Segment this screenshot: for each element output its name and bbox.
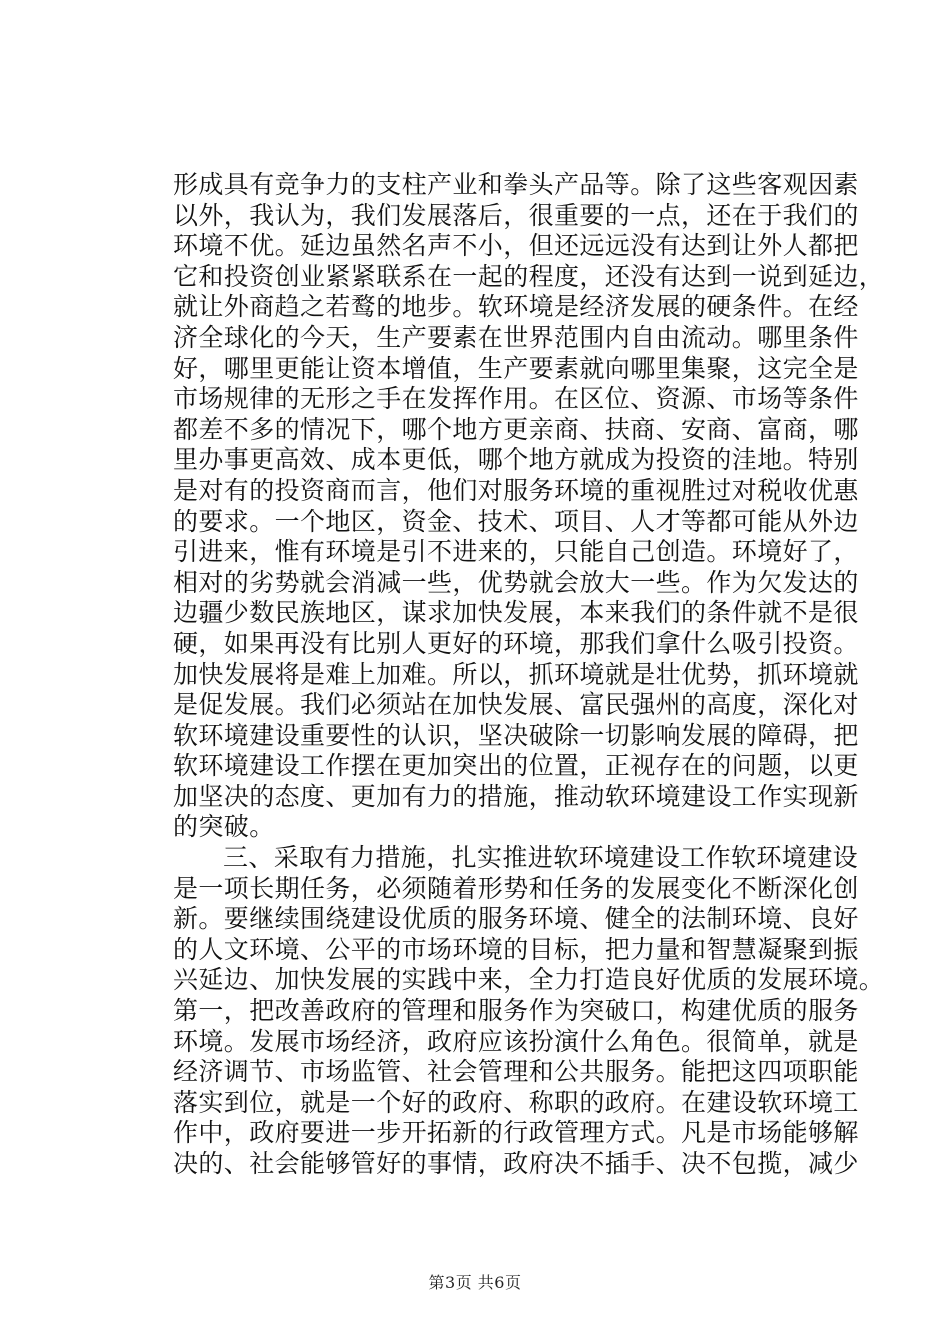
text-line: 引进来，惟有环境是引不进来的，只能自己创造。环境好了， — [173, 537, 859, 567]
text-line: 相对的劣势就会消减一些，优势就会放大一些。作为欠发达的 — [173, 567, 859, 597]
text-line: 落实到位，就是一个好的政府、称职的政府。在建设软环境工 — [173, 1087, 859, 1117]
text-line: 好，哪里更能让资本增值，生产要素就向哪里集聚，这完全是 — [173, 353, 859, 383]
text-line: 它和投资创业紧紧联系在一起的程度，还没有达到一说到延边， — [173, 261, 885, 291]
text-line: 是一项长期任务，必须随着形势和任务的发展变化不断深化创 — [173, 873, 859, 903]
text-line: 形成具有竞争力的支柱产业和拳头产品等。除了这些客观因素 — [173, 170, 859, 199]
text-line: 软环境建设工作摆在更加突出的位置，正视存在的问题，以更 — [173, 751, 859, 781]
body-text — [173, 170, 885, 1180]
text-line: 的人文环境、公平的市场环境的目标，把力量和智慧凝聚到振 — [173, 934, 859, 964]
text-line: 环境。发展市场经济，政府应该扮演什么角色。很简单，就是 — [173, 1026, 859, 1056]
text-line: 的要求。一个地区，资金、技术、项目、人才等都可能从外边 — [173, 506, 859, 536]
text-line: 边疆少数民族地区，谋求加快发展，本来我们的条件就不是很 — [173, 598, 859, 628]
text-line: 是促发展。我们必须站在加快发展、富民强州的高度，深化对 — [173, 690, 859, 720]
text-line: 作中，政府要进一步开拓新的行政管理方式。凡是市场能够解 — [173, 1118, 859, 1148]
page-number-footer: 第3页 共6页 — [428, 1273, 522, 1292]
text-line: 都差不多的情况下，哪个地方更亲商、扶商、安商、富商，哪 — [173, 414, 859, 444]
text-line: 市场规律的无形之手在发挥作用。在区位、资源、市场等条件 — [173, 384, 859, 414]
text-line: 决的、社会能够管好的事情，政府决不插手、决不包揽，减少 — [173, 1149, 859, 1178]
text-line: 加快发展将是难上加难。所以，抓环境就是壮优势，抓环境就 — [173, 659, 859, 689]
text-line: 加坚决的态度、更加有力的措施，推动软环境建设工作实现新 — [173, 781, 859, 811]
text-line: 软环境建设重要性的认识，坚决破除一切影响发展的障碍，把 — [173, 720, 859, 750]
section-heading-line: 三、采取有力措施，扎实推进软环境建设工作软环境建设 — [223, 843, 859, 873]
text-line: 新。要继续围绕建设优质的服务环境、健全的法制环境、良好 — [173, 904, 859, 934]
text-line: 环境不优。延边虽然名声不小，但还远远没有达到让外人都把 — [173, 231, 859, 261]
text-line: 经济调节、市场监管、社会管理和公共服务。能把这四项职能 — [173, 1057, 859, 1087]
text-line: 第一，把改善政府的管理和服务作为突破口，构建优质的服务 — [173, 996, 859, 1026]
text-line: 以外，我认为，我们发展落后，很重要的一点，还在于我们的 — [173, 200, 859, 230]
text-line: 是对有的投资商而言，他们对服务环境的重视胜过对税收优惠 — [173, 475, 859, 505]
text-line: 济全球化的今天，生产要素在世界范围内自由流动。哪里条件 — [173, 322, 859, 352]
text-line: 就让外商趋之若鹜的地步。软环境是经济发展的硬条件。在经 — [173, 292, 859, 322]
text-line: 硬，如果再没有比别人更好的环境，那我们拿什么吸引投资。 — [173, 628, 859, 658]
text-line: 兴延边、加快发展的实践中来，全力打造良好优质的发展环境。 — [173, 965, 885, 995]
text-line: 里办事更高效、成本更低，哪个地方就成为投资的洼地。特别 — [173, 445, 859, 475]
text-line: 的突破。 — [173, 812, 275, 842]
